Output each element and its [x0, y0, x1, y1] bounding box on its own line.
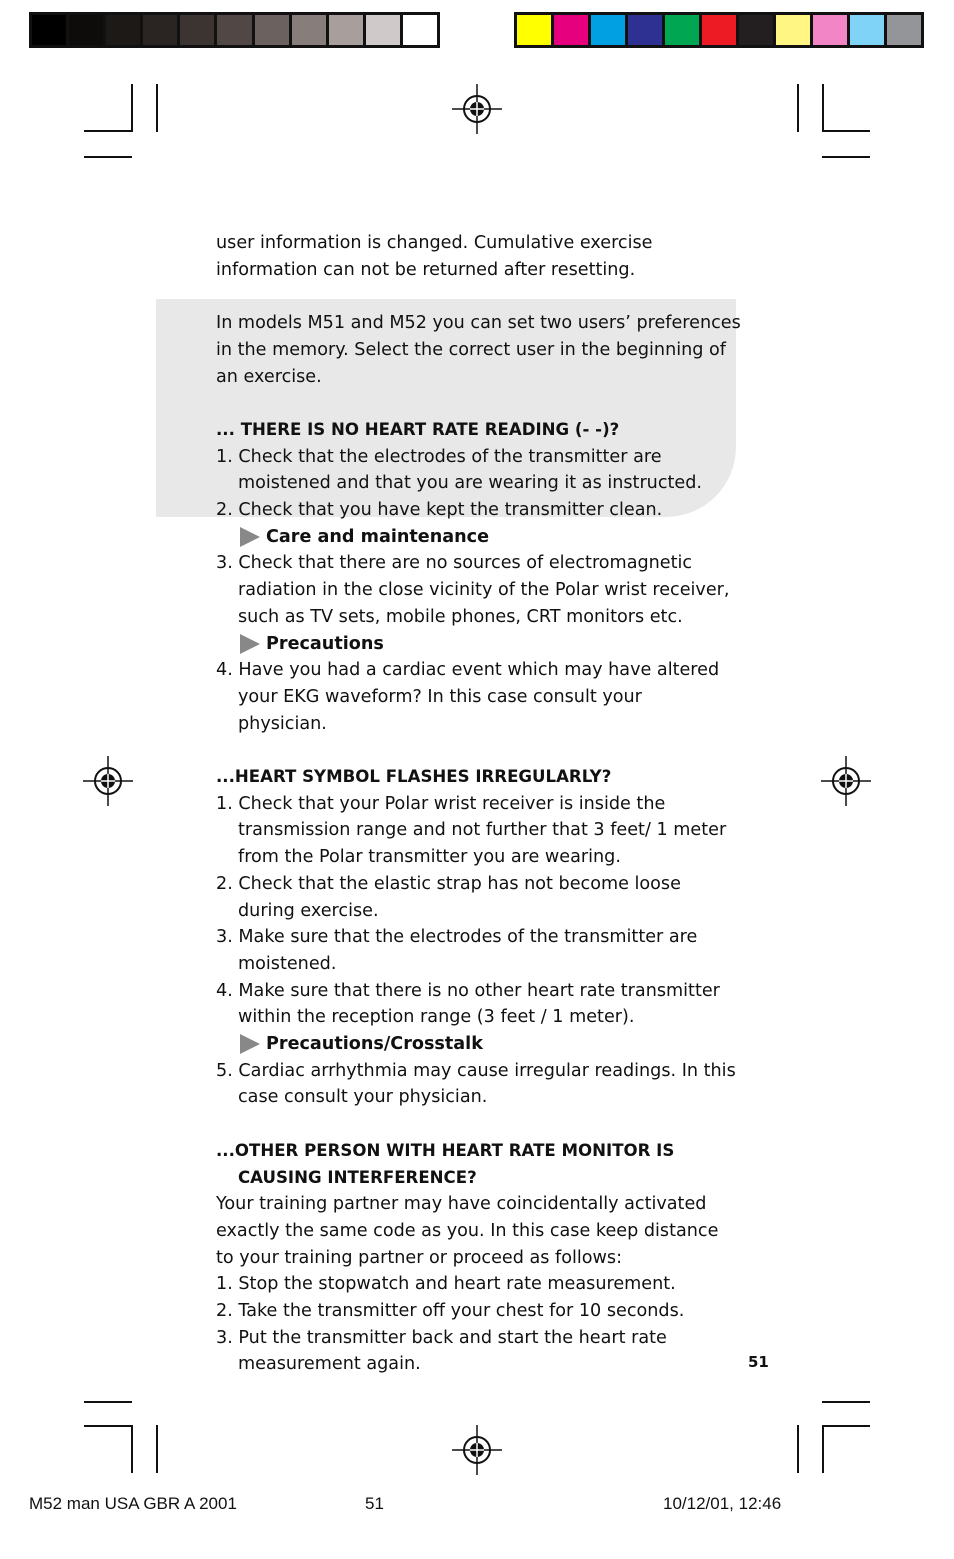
- footer-right: 10/12/01, 12:46: [663, 1494, 782, 1513]
- color-swatch: [106, 15, 143, 45]
- color-swatch: [554, 15, 591, 45]
- color-swatch: [517, 15, 554, 45]
- crop-mark: [84, 156, 132, 158]
- crop-mark: [822, 84, 824, 132]
- crop-mark: [822, 1425, 870, 1427]
- info-panel-tail: [156, 394, 216, 518]
- color-swatch: [292, 15, 329, 45]
- page-content: [216, 230, 741, 1378]
- footer-center: 51: [365, 1494, 384, 1513]
- color-swatch: [255, 15, 292, 45]
- list-item: 1. Check that the electrodes of the transmitter are moistened and that you are wearing it as instructed.: [216, 446, 702, 494]
- section-heading: ...HEART SYMBOL FLASHES IRREGULARLY?: [216, 767, 612, 787]
- registration-mark-icon: [821, 756, 871, 806]
- crop-mark: [822, 130, 870, 132]
- grayscale-color-bar: [29, 12, 440, 48]
- color-swatch: [739, 15, 776, 45]
- list-item: 2. Take the transmitter off your chest for 10 seconds.: [216, 1301, 685, 1322]
- color-swatch: [628, 15, 665, 45]
- panel-text: In models M51 and M52 you can set two users’ preferences: [216, 313, 741, 334]
- color-swatch: [403, 15, 437, 45]
- arrow-right-icon: [240, 527, 260, 547]
- crop-mark: [797, 84, 799, 132]
- color-swatch: [366, 15, 403, 45]
- crop-mark: [84, 1401, 132, 1403]
- list-item: 1. Stop the stopwatch and heart rate measurement.: [216, 1274, 676, 1295]
- crop-mark: [84, 130, 132, 132]
- color-swatch: [702, 15, 739, 45]
- list-item: 4. Make sure that there is no other heart rate transmitter within the reception range (3 feet / 1 meter).: [216, 980, 720, 1028]
- color-swatch: [217, 15, 254, 45]
- intro-text: user information is changed. Cumulative exercise: [216, 233, 653, 253]
- color-swatch: [591, 15, 628, 45]
- list-item: 3. Make sure that the electrodes of the transmitter are moistened.: [216, 927, 698, 974]
- color-swatch: [887, 15, 921, 45]
- crop-mark: [156, 84, 158, 132]
- cross-reference-label: Precautions: [266, 633, 384, 654]
- color-swatch: [329, 15, 366, 45]
- list-item: 2. Check that the elastic strap has not become loose during exercise.: [216, 873, 681, 921]
- crop-mark: [131, 84, 133, 132]
- list-item: 4. Have you had a cardiac event which may have altered your EKG waveform? In this case consult your physician.: [216, 660, 720, 734]
- crop-mark: [822, 1425, 824, 1473]
- color-swatch: [32, 15, 69, 45]
- list-item: 2. Check that you have kept the transmitter clean.: [216, 500, 663, 520]
- intro-text: information can not be returned after resetting.: [216, 259, 636, 280]
- color-swatch: [665, 15, 702, 45]
- color-swatch: [143, 15, 180, 45]
- crop-mark: [822, 1401, 870, 1403]
- registration-mark-icon: [452, 84, 502, 134]
- arrow-right-icon: [240, 634, 260, 654]
- crop-mark: [797, 1425, 799, 1473]
- list-item: 3. Check that there are no sources of electromagnetic radiation in the close vicinity of the Polar wrist receiver, such as TV sets, mobile phones, CRT monitors etc.: [216, 553, 730, 627]
- cross-reference-label: Care and maintenance: [266, 526, 490, 547]
- cross-reference-label: Precautions/Crosstalk: [266, 1034, 483, 1055]
- panel-text: in the memory. Select the correct user in the beginning of: [216, 339, 726, 360]
- page-number: 51: [748, 1353, 769, 1371]
- list-item: 3. Put the transmitter back and start the heart rate measurement again.: [216, 1327, 667, 1375]
- color-swatch: [776, 15, 813, 45]
- panel-text: an exercise.: [216, 366, 322, 387]
- cross-reference: [216, 524, 736, 551]
- paragraph: Your training partner may have coincidentally activated exactly the same code as you. In this case keep distance to your training partner or proceed as follows:: [216, 1194, 719, 1268]
- color-swatch: [850, 15, 887, 45]
- registration-mark-icon: [452, 1425, 502, 1475]
- arrow-right-icon: [240, 1034, 260, 1054]
- process-color-bar: [514, 12, 924, 48]
- footer-left: M52 man USA GBR A 2001: [29, 1494, 237, 1513]
- section-heading: ...OTHER PERSON WITH HEART RATE MONITOR IS CAUSING INTERFERENCE?: [216, 1140, 675, 1187]
- color-swatch: [69, 15, 106, 45]
- color-swatch: [180, 15, 217, 45]
- section-heading: ... THERE IS NO HEART RATE READING (- -)?: [216, 419, 620, 439]
- list-item: 1. Check that your Polar wrist receiver is inside the transmission range and not further that 3 feet/ 1 meter from the Polar transmitter you are wearing.: [216, 793, 727, 868]
- crop-mark: [156, 1425, 158, 1473]
- crop-mark: [822, 156, 870, 158]
- list-item: 5. Cardiac arrhythmia may cause irregular readings. In this case consult your physician.: [216, 1060, 736, 1108]
- crop-mark: [84, 1425, 132, 1427]
- registration-mark-icon: [83, 756, 133, 806]
- crop-mark: [131, 1425, 133, 1473]
- cross-reference: [216, 1031, 736, 1058]
- cross-reference: [216, 631, 736, 658]
- color-swatch: [813, 15, 850, 45]
